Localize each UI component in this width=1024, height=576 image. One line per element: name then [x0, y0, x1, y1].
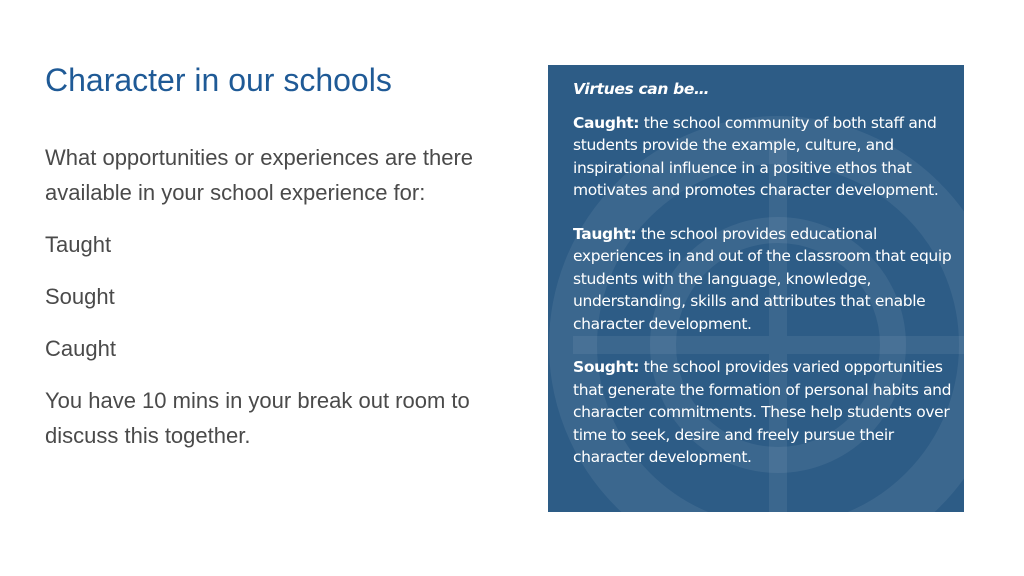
virtue-sought-text: the school provides varied opportunities that generate the formation of personal habits and character commitments. These help students over time to seek, desire and freely pursue their character development. [573, 358, 952, 466]
virtue-caught-text: the school community of both staff and students provide the example, culture, and inspirational influence in a positive ethos that motivates and promotes character development. [573, 113, 939, 199]
virtues-heading: Virtues can be… [573, 80, 710, 98]
virtues-text [573, 78, 958, 490]
instruction-text: You have 10 mins in your break out room to discuss this together. [45, 388, 470, 448]
item-sought: Sought [45, 284, 115, 309]
virtue-sought-term: Sought: [573, 358, 640, 376]
slide-body [45, 140, 495, 470]
slide-title: Character in our schools [45, 62, 392, 98]
virtue-sought [573, 356, 958, 469]
virtues-panel [548, 65, 964, 512]
virtue-caught-term: Caught: [573, 113, 640, 132]
virtue-caught [573, 112, 958, 202]
virtue-taught-term: Taught: [573, 224, 637, 243]
virtue-taught [573, 223, 958, 336]
item-caught: Caught [45, 336, 116, 361]
question-text: What opportunities or experiences are there available in your school experience for: [45, 145, 474, 205]
virtue-taught-text: the school provides educational experiences in and out of the classroom that equip students with the language, knowledge, understanding, skills and attributes that enable character development. [573, 224, 952, 333]
item-taught: Taught [45, 232, 112, 257]
